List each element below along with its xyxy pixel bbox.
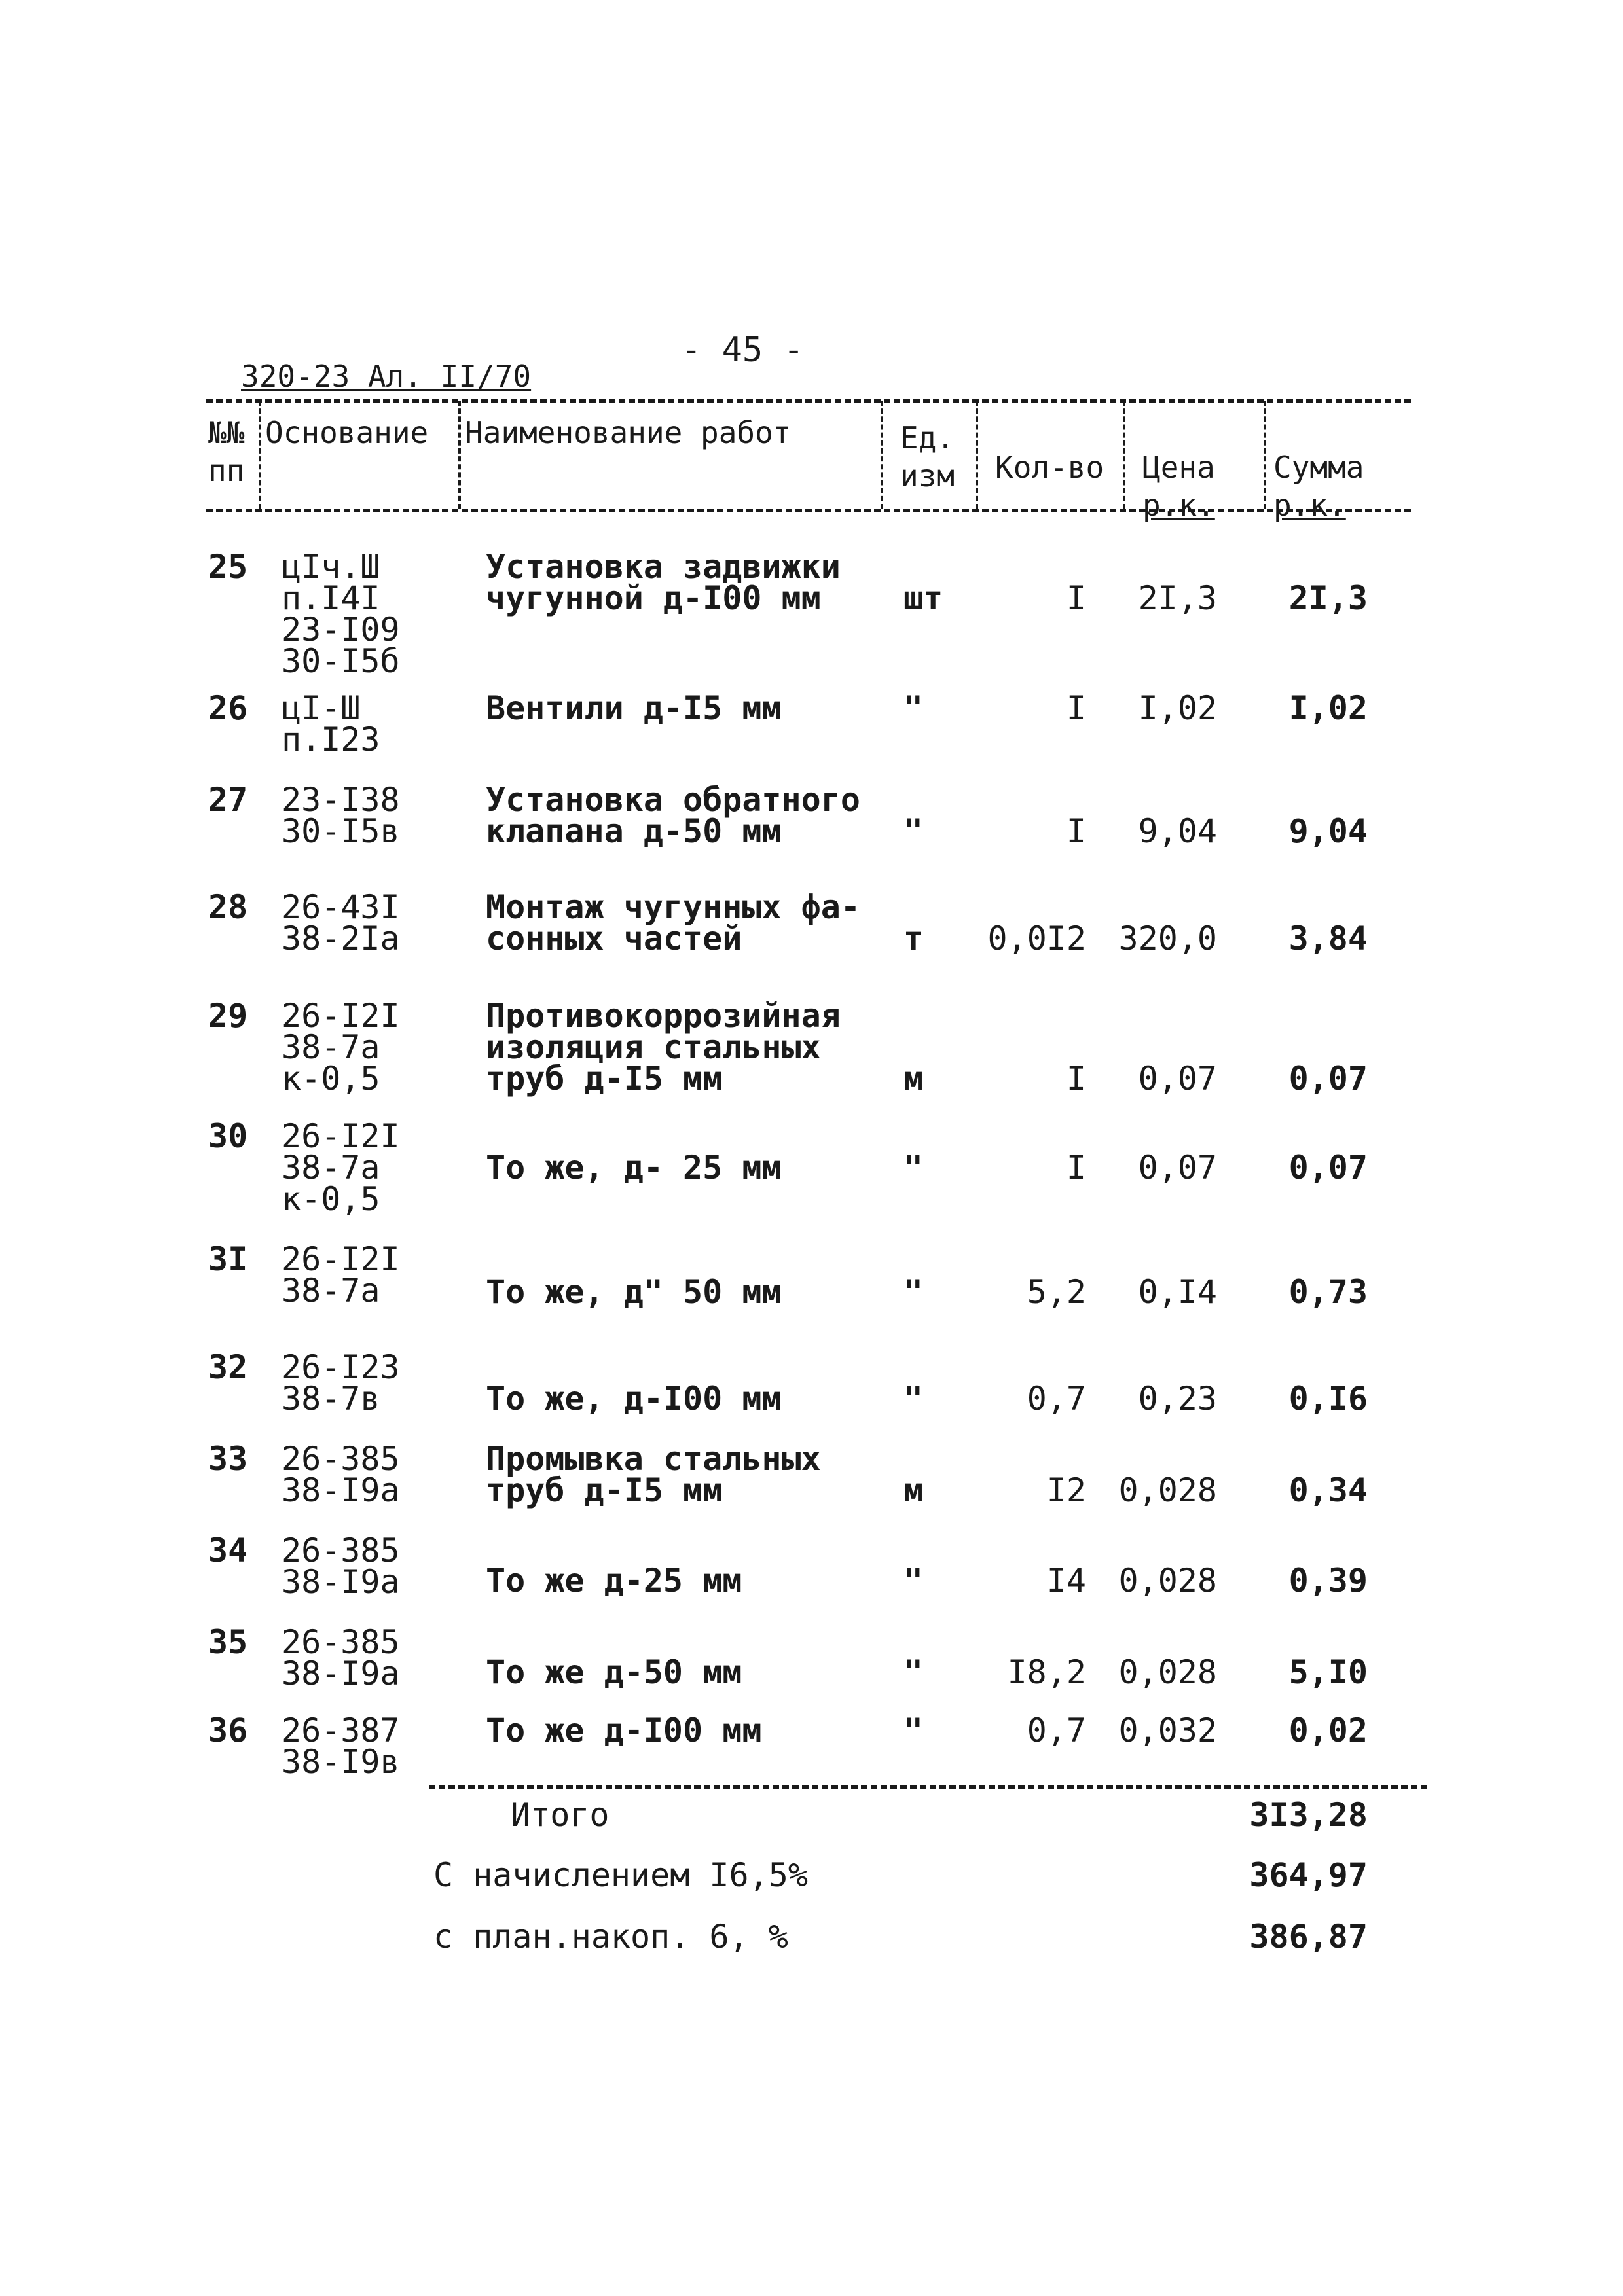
document-code: 320-23 Ал. II/70 bbox=[241, 359, 532, 394]
header-divider bbox=[1123, 401, 1125, 509]
header-divider bbox=[259, 401, 261, 509]
header-price: Цена р.к. bbox=[1142, 450, 1215, 523]
header-quantity: Кол-во bbox=[995, 450, 1104, 485]
header-unit: Ед. изм bbox=[900, 420, 955, 493]
header-top-rule bbox=[206, 399, 1411, 403]
total-value: 3I3,28 bbox=[1249, 1796, 1368, 1834]
header-divider bbox=[976, 401, 978, 509]
header-basis: Основание bbox=[265, 415, 429, 450]
header-divider bbox=[1264, 401, 1266, 509]
header-bottom-rule bbox=[206, 509, 1411, 512]
planned-savings-label: с план.накоп. 6, % bbox=[433, 1918, 788, 1956]
planned-savings-value: 386,87 bbox=[1249, 1918, 1368, 1956]
header-num: №№ пп bbox=[208, 415, 245, 488]
header-divider bbox=[881, 401, 883, 509]
total-label: Итого bbox=[511, 1796, 610, 1834]
surcharge-value: 364,97 bbox=[1249, 1856, 1368, 1894]
header-sum: Сумма р.к. bbox=[1273, 450, 1364, 523]
header-work-name: Наименование работ bbox=[465, 415, 792, 450]
totals-rule bbox=[429, 1785, 1427, 1789]
page-number: - 45 - bbox=[681, 331, 804, 370]
header-divider bbox=[458, 401, 461, 509]
surcharge-label: С начислением I6,5% bbox=[433, 1856, 808, 1894]
